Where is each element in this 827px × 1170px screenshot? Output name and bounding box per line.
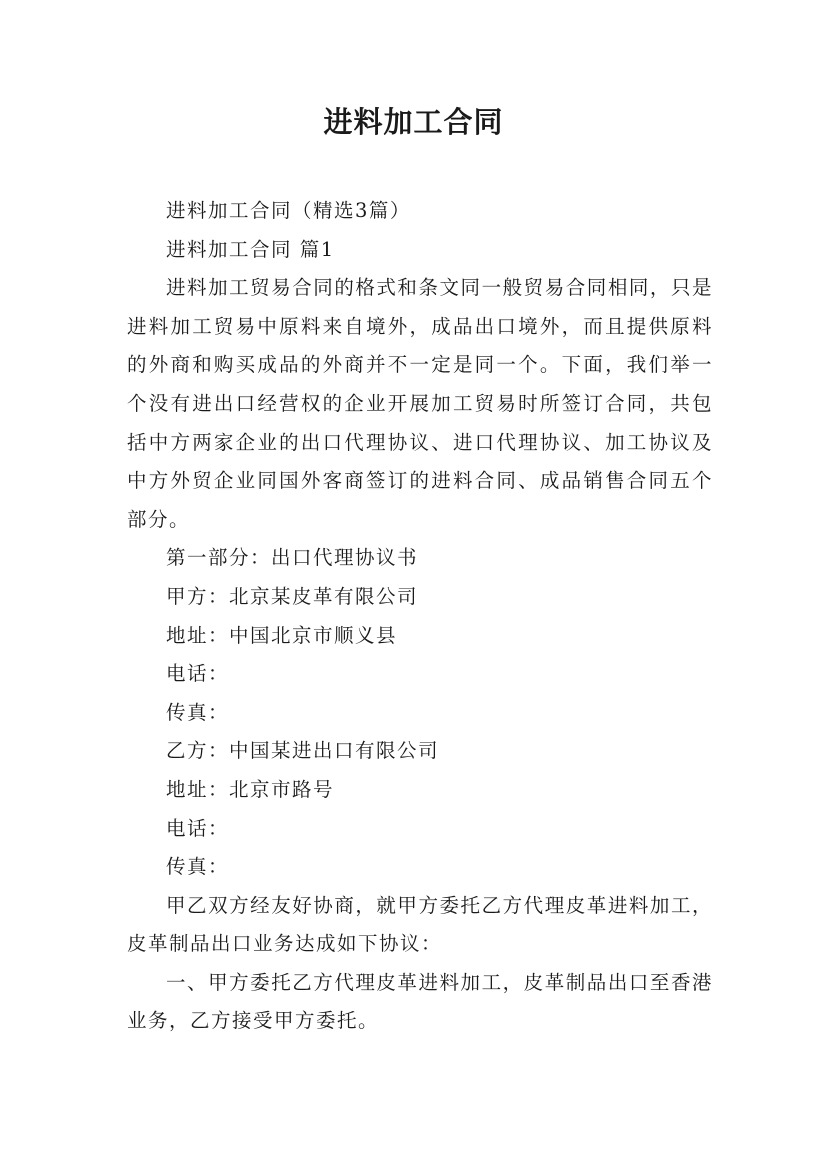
paragraph-section-heading: 进料加工合同 篇1 <box>166 237 335 261</box>
paragraph-subtitle: 进料加工合同（精选3篇） <box>166 199 411 222</box>
paragraph-clause-one: 一、甲方委托乙方代理皮革进料加工，皮革制品出口至香港业务，乙方接受甲方委托。 <box>127 970 713 1033</box>
paragraph-party-b-address: 地址：北京市路号 <box>166 777 335 801</box>
paragraph-party-b: 乙方：中国某进出口有限公司 <box>166 739 440 763</box>
paragraph-party-a-phone: 电话： <box>166 662 230 686</box>
document-title: 进料加工合同 <box>323 105 504 139</box>
paragraph-party-b-fax: 传真： <box>166 855 230 879</box>
paragraph-party-a: 甲方：北京某皮革有限公司 <box>166 584 419 608</box>
document-body <box>127 192 713 1041</box>
paragraph-party-a-address: 地址：中国北京市顺义县 <box>166 623 398 647</box>
paragraph-party-a-fax: 传真： <box>166 700 230 724</box>
paragraph-part-one-heading: 第一部分：出口代理协议书 <box>166 546 419 570</box>
paragraph-intro: 进料加工贸易合同的格式和条文同一般贸易合同相同，只是进料加工贸易中原料来自境外，成品出口境外，而且提供原料的外商和购买成品的外商并不一定是同一个。下面，我们举一个没有进出口经营权的企业开展加工贸易时所签订合同，共包括中方两家企业的出口代理协议、进口代理协议、加工协议及中方外贸企业同国外客商签订的进料合同、成品销售合同五个部分。 <box>127 276 713 531</box>
paragraph-party-b-phone: 电话： <box>166 816 230 840</box>
paragraph-agreement: 甲乙双方经友好协商，就甲方委托乙方代理皮革进料加工，皮革制品出口业务达成如下协议： <box>127 893 713 956</box>
